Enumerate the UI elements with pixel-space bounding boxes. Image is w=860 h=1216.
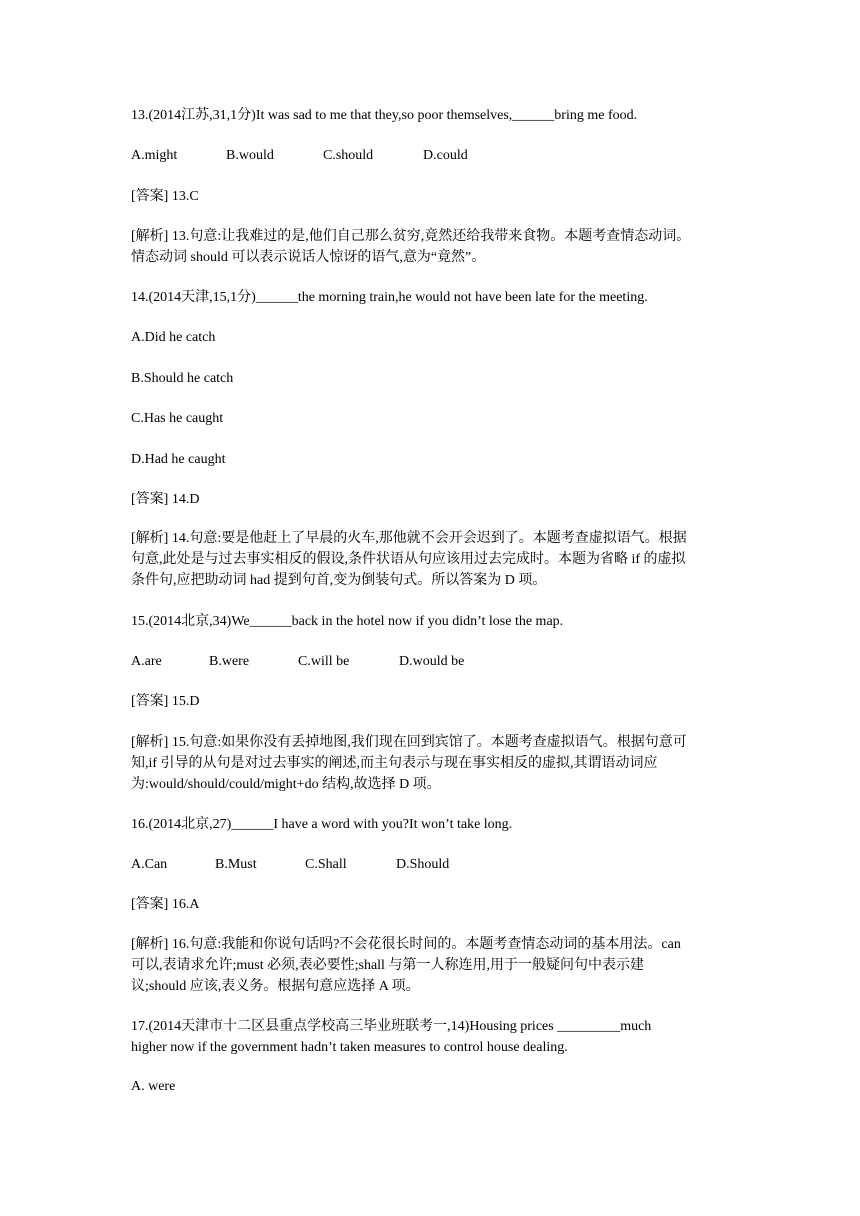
q17-stem-line: higher now if the government hadn’t taken measures to control house dealing. [131, 1040, 568, 1055]
q13-option-b: B.would [226, 148, 274, 163]
q13-analysis-line: [解析] 13.句意:让我难过的是,他们自己那么贫穷,竟然还给我带来食物。本题考查情态动词。 [131, 229, 691, 244]
q15-analysis [131, 732, 731, 795]
q13-options [131, 146, 468, 165]
q15-stem: 15.(2014北京,34)We______back in the hotel now if you didn’t lose the map. [131, 614, 564, 629]
q15-option-a: A.are [131, 654, 162, 669]
q15-option-c: C.will be [298, 654, 350, 669]
q14-analysis-line: [解析] 14.句意:要是他赶上了早晨的火车,那他就不会开会迟到了。本题考查虚拟语气。根据 [131, 531, 687, 546]
q14-option-a: A.Did he catch [131, 330, 216, 345]
q13-answer: [答案] 13.C [131, 189, 199, 204]
q16-answer: [答案] 16.A [131, 897, 200, 912]
q16-option-a: A.Can [131, 857, 168, 872]
q14-answer: [答案] 14.D [131, 492, 200, 507]
q15-analysis-line: 为:would/should/could/might+do 结构,故选择 D 项。 [131, 777, 441, 792]
q14-option-b: B.Should he catch [131, 371, 234, 386]
q16-analysis-line: 可以,表请求允许;must 必须,表必要性;shall 与第一人称连用,用于一般疑问句中表示建 [131, 958, 644, 973]
q17-stem [131, 1016, 731, 1058]
q14-analysis-line: 句意,此处是与过去事实相反的假设,条件状语从句应该用过去完成时。本题为省略 if 的虚拟 [131, 552, 686, 567]
q16-option-c: C.Shall [305, 857, 347, 872]
q14-option-c: C.Has he caught [131, 411, 224, 426]
q13-analysis-line: 情态动词 should 可以表示说话人惊讶的语气,意为“竟然”。 [131, 250, 486, 265]
q13-option-d: D.could [423, 148, 468, 163]
q14-option-d: D.Had he caught [131, 452, 226, 467]
q16-options [131, 855, 449, 874]
q15-option-b: B.were [209, 654, 250, 669]
q13-option-a: A.might [131, 148, 178, 163]
q16-analysis [131, 934, 731, 997]
q15-options [131, 652, 464, 671]
q16-option-d: D.Should [396, 857, 450, 872]
q14-analysis [131, 528, 731, 591]
q16-stem: 16.(2014北京,27)______I have a word with you?It won’t take long. [131, 817, 513, 832]
q14-analysis-line: 条件句,应把助动词 had 提到句首,变为倒装句式。所以答案为 D 项。 [131, 573, 547, 588]
q13-option-c: C.should [323, 148, 374, 163]
q15-analysis-line: 知,if 引导的从句是对过去事实的阐述,而主句表示与现在事实相反的虚拟,其谓语动词应 [131, 756, 658, 771]
q14-stem: 14.(2014天津,15,1分)______the morning train,he would not have been late for the meeting. [131, 290, 648, 305]
q15-analysis-line: [解析] 15.句意:如果你没有丢掉地图,我们现在回到宾馆了。本题考查虚拟语气。根据句意可 [131, 735, 687, 750]
q17-option-a: A. were [131, 1079, 176, 1094]
q17-stem-line: 17.(2014天津市十二区县重点学校高三毕业班联考一,14)Housing prices _________much [131, 1019, 652, 1034]
q13-analysis [131, 226, 731, 268]
q15-option-d: D.would be [399, 654, 465, 669]
q16-analysis-line: [解析] 16.句意:我能和你说句话吗?不会花很长时间的。本题考查情态动词的基本用法。can [131, 937, 681, 952]
q16-option-b: B.Must [215, 857, 257, 872]
q13-stem: 13.(2014江苏,31,1分)It was sad to me that they,so poor themselves,______bring me food. [131, 108, 638, 123]
q15-answer: [答案] 15.D [131, 694, 200, 709]
q16-analysis-line: 议;should 应该,表义务。根据句意应选择 A 项。 [131, 979, 420, 994]
